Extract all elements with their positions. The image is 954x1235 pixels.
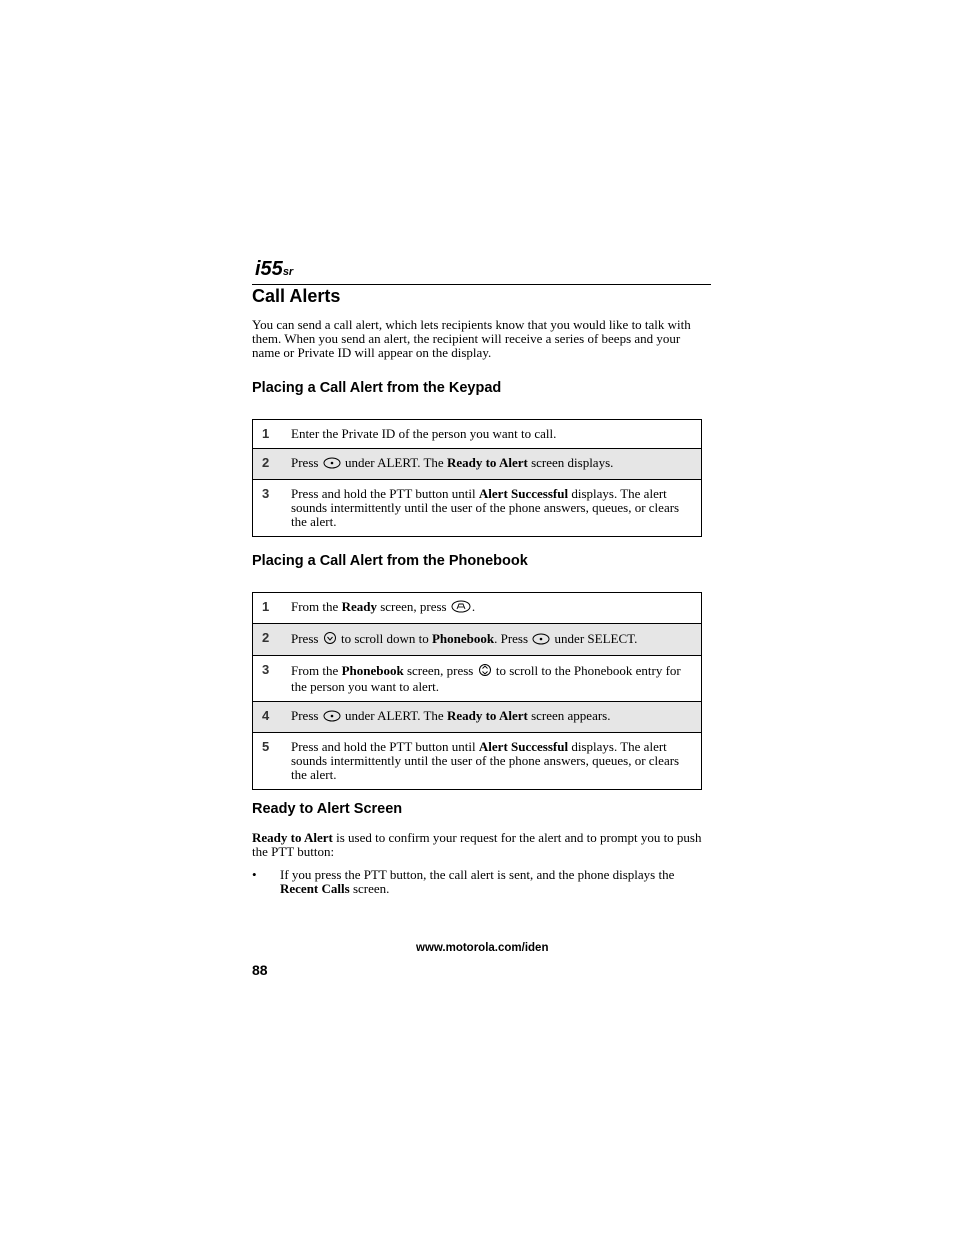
phonebook-steps-table [252,592,702,790]
model-logo: i55sr [255,258,294,280]
step-number: 4 [253,702,287,733]
step-number: 5 [253,733,287,790]
softkey-icon [323,457,341,472]
softkey-icon [323,710,341,725]
step-text: Press under ALERT. The Ready to Alert screen displays. [286,449,702,480]
table-row [253,624,702,656]
step-text: Press and hold the PTT button until Alert Successful displays. The alert sounds intermittently until the user of the phone answers, queues, or clears the alert. [286,733,702,790]
scroll-icon [478,663,492,680]
header-rule [252,284,711,285]
keypad-steps-table [252,419,702,537]
page-title: Call Alerts [252,286,341,306]
table-row [253,733,702,790]
step-text: Enter the Private ID of the person you want to call. [286,420,702,449]
bullet-text: If you press the PTT button, the call alert is sent, and the phone displays the Recent Calls screen. [280,867,675,896]
footer-url: www.motorola.com/iden [416,942,549,954]
ready-paragraph: Ready to Alert is used to confirm your request for the alert and to prompt you to push the PTT button: [252,830,702,859]
step-text: From the Ready screen, press . [286,593,702,624]
page-number: 88 [252,962,268,978]
step-number: 3 [253,656,287,702]
step-number: 2 [253,449,287,480]
table-row [253,656,702,702]
softkey-icon [532,633,550,648]
bullet-marker: • [252,867,257,882]
table-row [253,480,702,537]
table-row [253,593,702,624]
phonebook-heading: Placing a Call Alert from the Phonebook [252,553,528,569]
table-row [253,420,702,449]
keypad-heading: Placing a Call Alert from the Keypad [252,380,502,396]
step-number: 1 [253,420,287,449]
phonebook-icon [451,600,471,616]
table-row [253,702,702,733]
step-number: 3 [253,480,287,537]
step-number: 1 [253,593,287,624]
step-text: Press under ALERT. The Ready to Alert screen appears. [286,702,702,733]
scroll-icon [323,631,337,648]
step-text: Press to scroll down to Phonebook. Press under SELECT. [286,624,702,656]
intro-paragraph: You can send a call alert, which lets recipients know that you would like to talk with them. When you send an alert, the recipient will receive a series of beeps and your name or Private ID will appear on the display. [252,317,691,360]
ready-heading: Ready to Alert Screen [252,801,403,817]
table-row [253,449,702,480]
step-text: From the Phonebook screen, press to scroll to the Phonebook entry for the person you want to alert. [286,656,702,702]
step-number: 2 [253,624,287,656]
step-text: Press and hold the PTT button until Alert Successful displays. The alert sounds intermittently until the user of the phone answers, queues, or clears the alert. [286,480,702,537]
